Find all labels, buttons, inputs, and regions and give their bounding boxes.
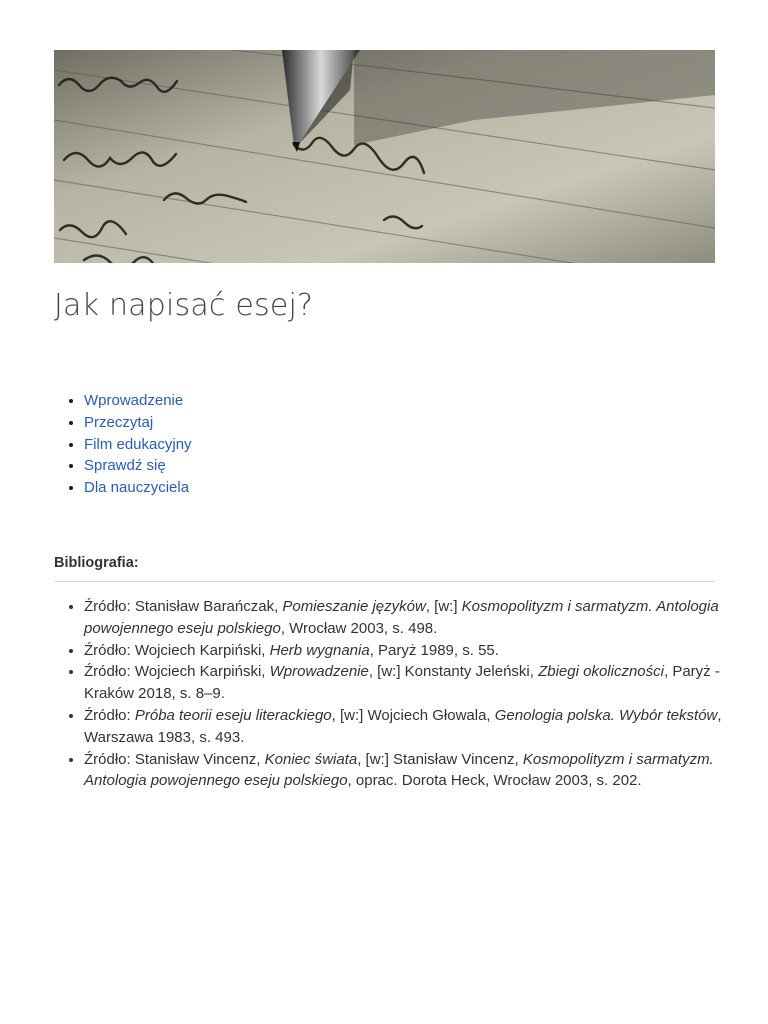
toc-item-nauczyciel	[84, 477, 192, 499]
bibliography-title: Herb wygnania	[269, 641, 370, 659]
bibliography-text: , Paryż - Kraków 2018, s. 8–9.	[84, 663, 720, 703]
bibliography-text: , oprac. Dorota Heck, Wrocław 2003, s. 202.	[347, 772, 642, 790]
toc-link-sprawdz-sie[interactable]: Sprawdź się	[84, 457, 166, 475]
toc-item-film	[84, 434, 192, 456]
bibliography-text: , Wrocław 2003, s. 498.	[280, 619, 438, 637]
bibliography-text: Źródło: Wojciech Karpiński,	[84, 663, 270, 681]
divider	[54, 581, 715, 582]
toc-link-wprowadzenie[interactable]: Wprowadzenie	[84, 392, 184, 409]
bibliography-title: Genologia polska. Wybór tekstów	[494, 706, 718, 724]
toc-link-przeczytaj[interactable]: Przeczytaj	[84, 413, 154, 431]
bibliography-title: Kosmopolityzm i sarmatyzm. Antologia powojennego eseju polskiego	[84, 598, 719, 637]
bibliography-text: Źródło: Stanisław Barańczak,	[84, 598, 283, 615]
toc-link-film-edukacyjny[interactable]: Film edukacyjny	[84, 435, 192, 453]
bibliography-item	[84, 661, 724, 705]
bibliography-item	[84, 596, 724, 640]
bibliography-text: Źródło: Stanisław Vincenz,	[84, 750, 265, 768]
bibliography-title: Pomieszanie języków	[282, 598, 426, 615]
bibliography-list	[62, 596, 724, 792]
bibliography-text: , Paryż 1989, s. 55.	[369, 641, 499, 659]
bibliography-text: , Warszawa 1983, s. 493.	[84, 706, 722, 746]
table-of-contents	[62, 390, 192, 499]
bibliography-text: , [w:] Wojciech Głowala,	[331, 706, 495, 724]
bibliography-item	[84, 705, 724, 749]
bibliography-item	[84, 749, 724, 793]
bibliography-title: Zbiegi okoliczności	[538, 663, 664, 681]
hero-image	[54, 50, 715, 263]
bibliography-text: , [w:] Stanisław Vincenz,	[357, 750, 523, 768]
bibliography-title: Kosmopolityzm i sarmatyzm. Antologia powojennego eseju polskiego	[84, 750, 714, 790]
toc-item-wprowadzenie	[84, 390, 192, 412]
fountain-pen-writing-photo	[54, 50, 715, 263]
bibliography-heading: Bibliografia:	[54, 555, 139, 571]
bibliography-item	[84, 640, 724, 662]
bibliography-text: Źródło: Wojciech Karpiński,	[84, 641, 270, 659]
toc-link-dla-nauczyciela[interactable]: Dla nauczyciela	[84, 479, 190, 497]
toc-item-przeczytaj	[84, 412, 192, 434]
bibliography-title: Wprowadzenie	[269, 663, 369, 681]
bibliography-text: , [w:]	[425, 598, 462, 615]
bibliography-text: Źródło:	[84, 706, 135, 724]
bibliography-text: , [w:] Konstanty Jeleński,	[368, 663, 539, 681]
bibliography-title: Koniec świata	[264, 750, 358, 768]
page-title: Jak napisać esej?	[54, 288, 314, 323]
toc-item-sprawdz	[84, 455, 192, 477]
bibliography-title: Próba teorii eseju literackiego	[134, 706, 332, 724]
